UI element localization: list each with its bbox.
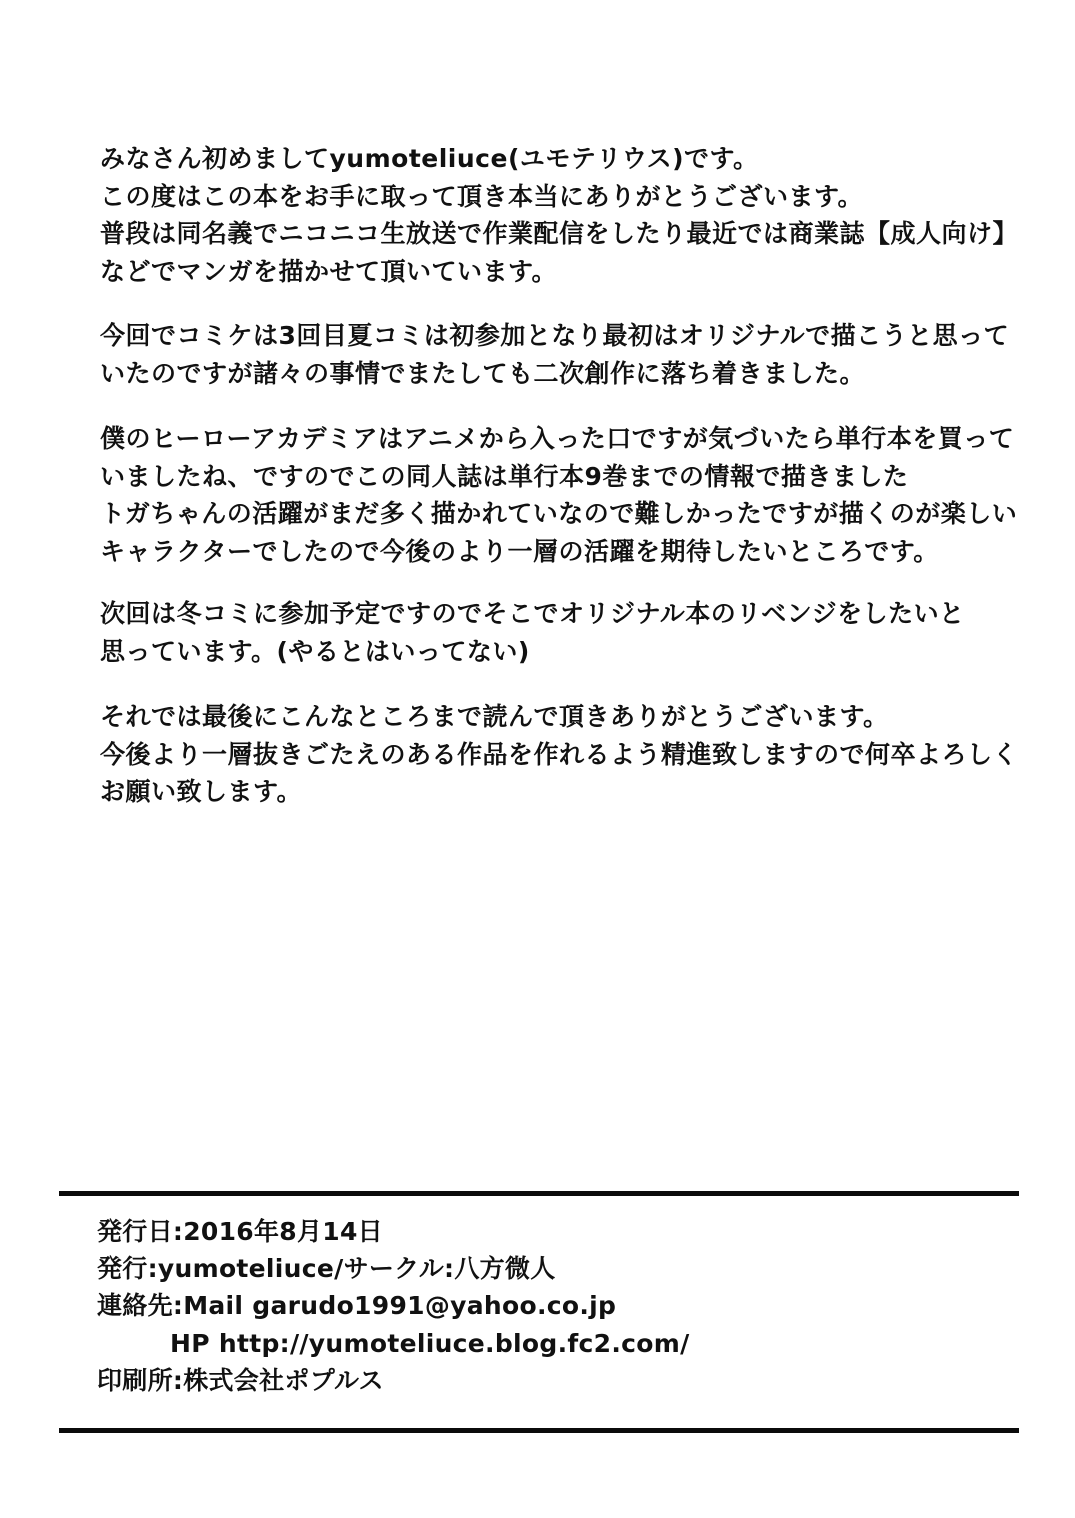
afterword-paragraph (100, 595, 1035, 670)
afterword-paragraph (100, 698, 1035, 811)
afterword-text-line: 今回でコミケは3回目夏コミは初参加となり最初はオリジナルで描こうと思って (100, 321, 1010, 350)
afterword-paragraph (100, 420, 1035, 570)
colophon-printer: 印刷所:株式会社ポプルス (97, 1365, 384, 1395)
afterword-text-line: などでマンガを描かせて頂いています。 (100, 256, 558, 286)
divider-top-line (59, 1191, 1019, 1196)
colophon-publish-date: 発行日:2016年8月14日 (97, 1217, 383, 1246)
afterword-paragraph (100, 140, 1035, 290)
afterword-paragraph (100, 317, 1035, 392)
afterword-text-line: トガちゃんの活躍がまだ多く描かれていなので難しかったですが描くのが楽しい (100, 499, 1018, 528)
afterword-text-line: 思っています。(やるとはいってない) (100, 636, 530, 666)
afterword-text-line: いましたね、ですのでこの同人誌は単行本9巻までの情報で描きました (100, 461, 909, 491)
colophon-publisher: 発行:yumoteliuce/サークル:八方微人 (97, 1254, 556, 1284)
afterword-text-line: 僕のヒーローアカデミアはアニメから入った口ですが気づいたら単行本を買って (100, 424, 1015, 453)
afterword-text-line: 今後より一層抜きごたえのある作品を作れるよう精進致しますので何卒よろしく (100, 739, 1019, 769)
afterword-text-line: いたのですが諸々の事情でまたしても二次創作に落ち着きました。 (100, 358, 866, 388)
colophon-block (97, 1213, 690, 1399)
afterword-text-line: この度はこの本をお手に取って頂き本当にありがとうございます。 (100, 181, 864, 211)
afterword-text-line: それでは最後にこんなところまで読んで頂きありがとうございます。 (100, 702, 889, 731)
afterword-text-line: 次回は冬コミに参加予定ですのでそこでオリジナル本のリベンジをしたいと (100, 599, 965, 628)
afterword-text-line: 普段は同名義でニコニコ生放送で作業配信をしたり最近では商業誌【成人向け】 (100, 219, 1019, 248)
afterword-text-line: キャラクターでしたので今後のより一層の活躍を期待したいところです。 (100, 536, 939, 566)
divider-bottom-line (59, 1428, 1019, 1433)
colophon-contact-email: 連絡先:Mail garudo1991@yahoo.co.jp (97, 1291, 617, 1321)
colophon-homepage-url: HP http://yumoteliuce.blog.fc2.com/ (170, 1328, 690, 1358)
afterword-text-line: お願い致します。 (100, 777, 303, 806)
afterword-text-line: みなさん初めましてyumoteliuce(ユモテリウス)です。 (100, 144, 759, 173)
